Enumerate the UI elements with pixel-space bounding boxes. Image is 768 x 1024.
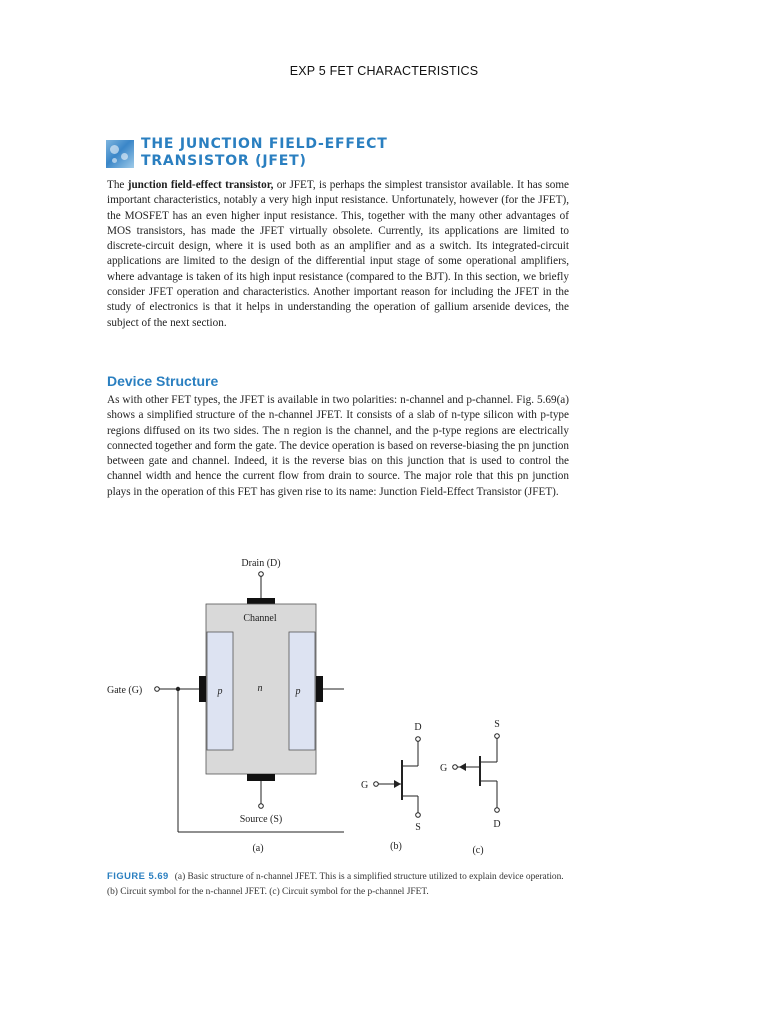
p-left-label: p [217, 686, 223, 697]
subfigure-c-label: (c) [472, 845, 484, 856]
b-drain-label: D [414, 722, 422, 733]
drain-contact [247, 598, 275, 604]
figure-caption-text: (a) Basic structure of n-channel JFET. This is a simplified structure utilized to explain device operation. (b) Circuit symbol for the n-channel JFET. (c) Circuit symbol for the p-channel JFET. [107, 872, 564, 897]
subfigure-a-label: (a) [252, 843, 264, 854]
source-label: Source (S) [239, 814, 283, 825]
gate-contact-right [316, 676, 323, 702]
b-source-terminal [416, 813, 421, 818]
figure-caption [107, 868, 571, 900]
device-structure-heading: Device Structure [107, 373, 219, 389]
channel-label: Channel [243, 613, 277, 624]
drain-terminal [259, 572, 264, 577]
b-gate-terminal [374, 782, 379, 787]
gate-terminal [155, 687, 160, 692]
source-terminal [259, 804, 264, 809]
p-region-right [289, 632, 315, 750]
p-right-label: p [295, 686, 301, 697]
device-structure-paragraph: As with other FET types, the JFET is available in two polarities: n-channel and p-channel. Fig. 5.69(a) shows a simplified structure of the n-channel JFET. It consists of a slab of n-type silicon with p-type regions diffused on its two sides. The n region is the channel, and the p-type regions are electrically connected together and form the gate. The device operation is based on reverse-biasing the pn junction between gate and channel. Indeed, it is the reverse bias on this junction that is used to control the channel width and hence the current flow from drain to source. The major role that this pn junction plays in the operation of this FET has given rise to its name: Junction Field-Effect Transistor (JFET). [107, 394, 569, 498]
b-gate-label: G [361, 780, 369, 791]
drain-label: Drain (D) [241, 558, 281, 569]
b-source-label: S [415, 822, 421, 833]
c-gate-terminal [453, 765, 458, 770]
source-contact [247, 774, 275, 781]
intro-bold-term: junction field-effect transistor, [127, 179, 274, 191]
page-header: EXP 5 FET CHARACTERISTICS [289, 64, 479, 78]
n-center-label: n [257, 683, 263, 694]
b-gate-arrow-icon [394, 780, 401, 788]
c-source-terminal [495, 734, 500, 739]
c-source-label: S [494, 719, 500, 730]
b-drain-terminal [416, 737, 421, 742]
intro-body: or JFET, is perhaps the simplest transistor available. It has some important characteristics, notably a very high input resistance. Unfortunately, however (for the JFET), the MOSFET has an even higher input resistance. This, together with the many other advantages of MOS transistors, has made the JFET virtually obsolete. Currently, its applications are limited to discrete-circuit design, where it is used both as an amplifier and as a switch. Its integrated-circuit applications are limited to the design of the differential input stage of some operational amplifiers, where advantage is taken of its high input resistance (compared to the BJT). In this section, we briefly consider JFET operation and characteristics. Another important reason for including the JFET in the study of electronics is that it helps in understanding the operation of gallium arsenide devices, the subject of the next section. [107, 179, 569, 329]
subfigure-b-label: (b) [390, 841, 402, 852]
gate-contact-left [199, 676, 206, 702]
c-drain-terminal [495, 808, 500, 813]
c-drain-label: D [493, 819, 501, 830]
section-title-line1: THE JUNCTION FIELD-EFFECT [141, 136, 388, 152]
gate-label: Gate (G) [107, 685, 143, 696]
c-gate-label: G [440, 763, 448, 774]
intro-lead: The [107, 179, 128, 191]
figure-label: FIGURE 5.69 [107, 870, 169, 881]
section-title-line2: TRANSISTOR (JFET) [141, 153, 307, 169]
c-gate-arrow-icon [459, 763, 466, 771]
